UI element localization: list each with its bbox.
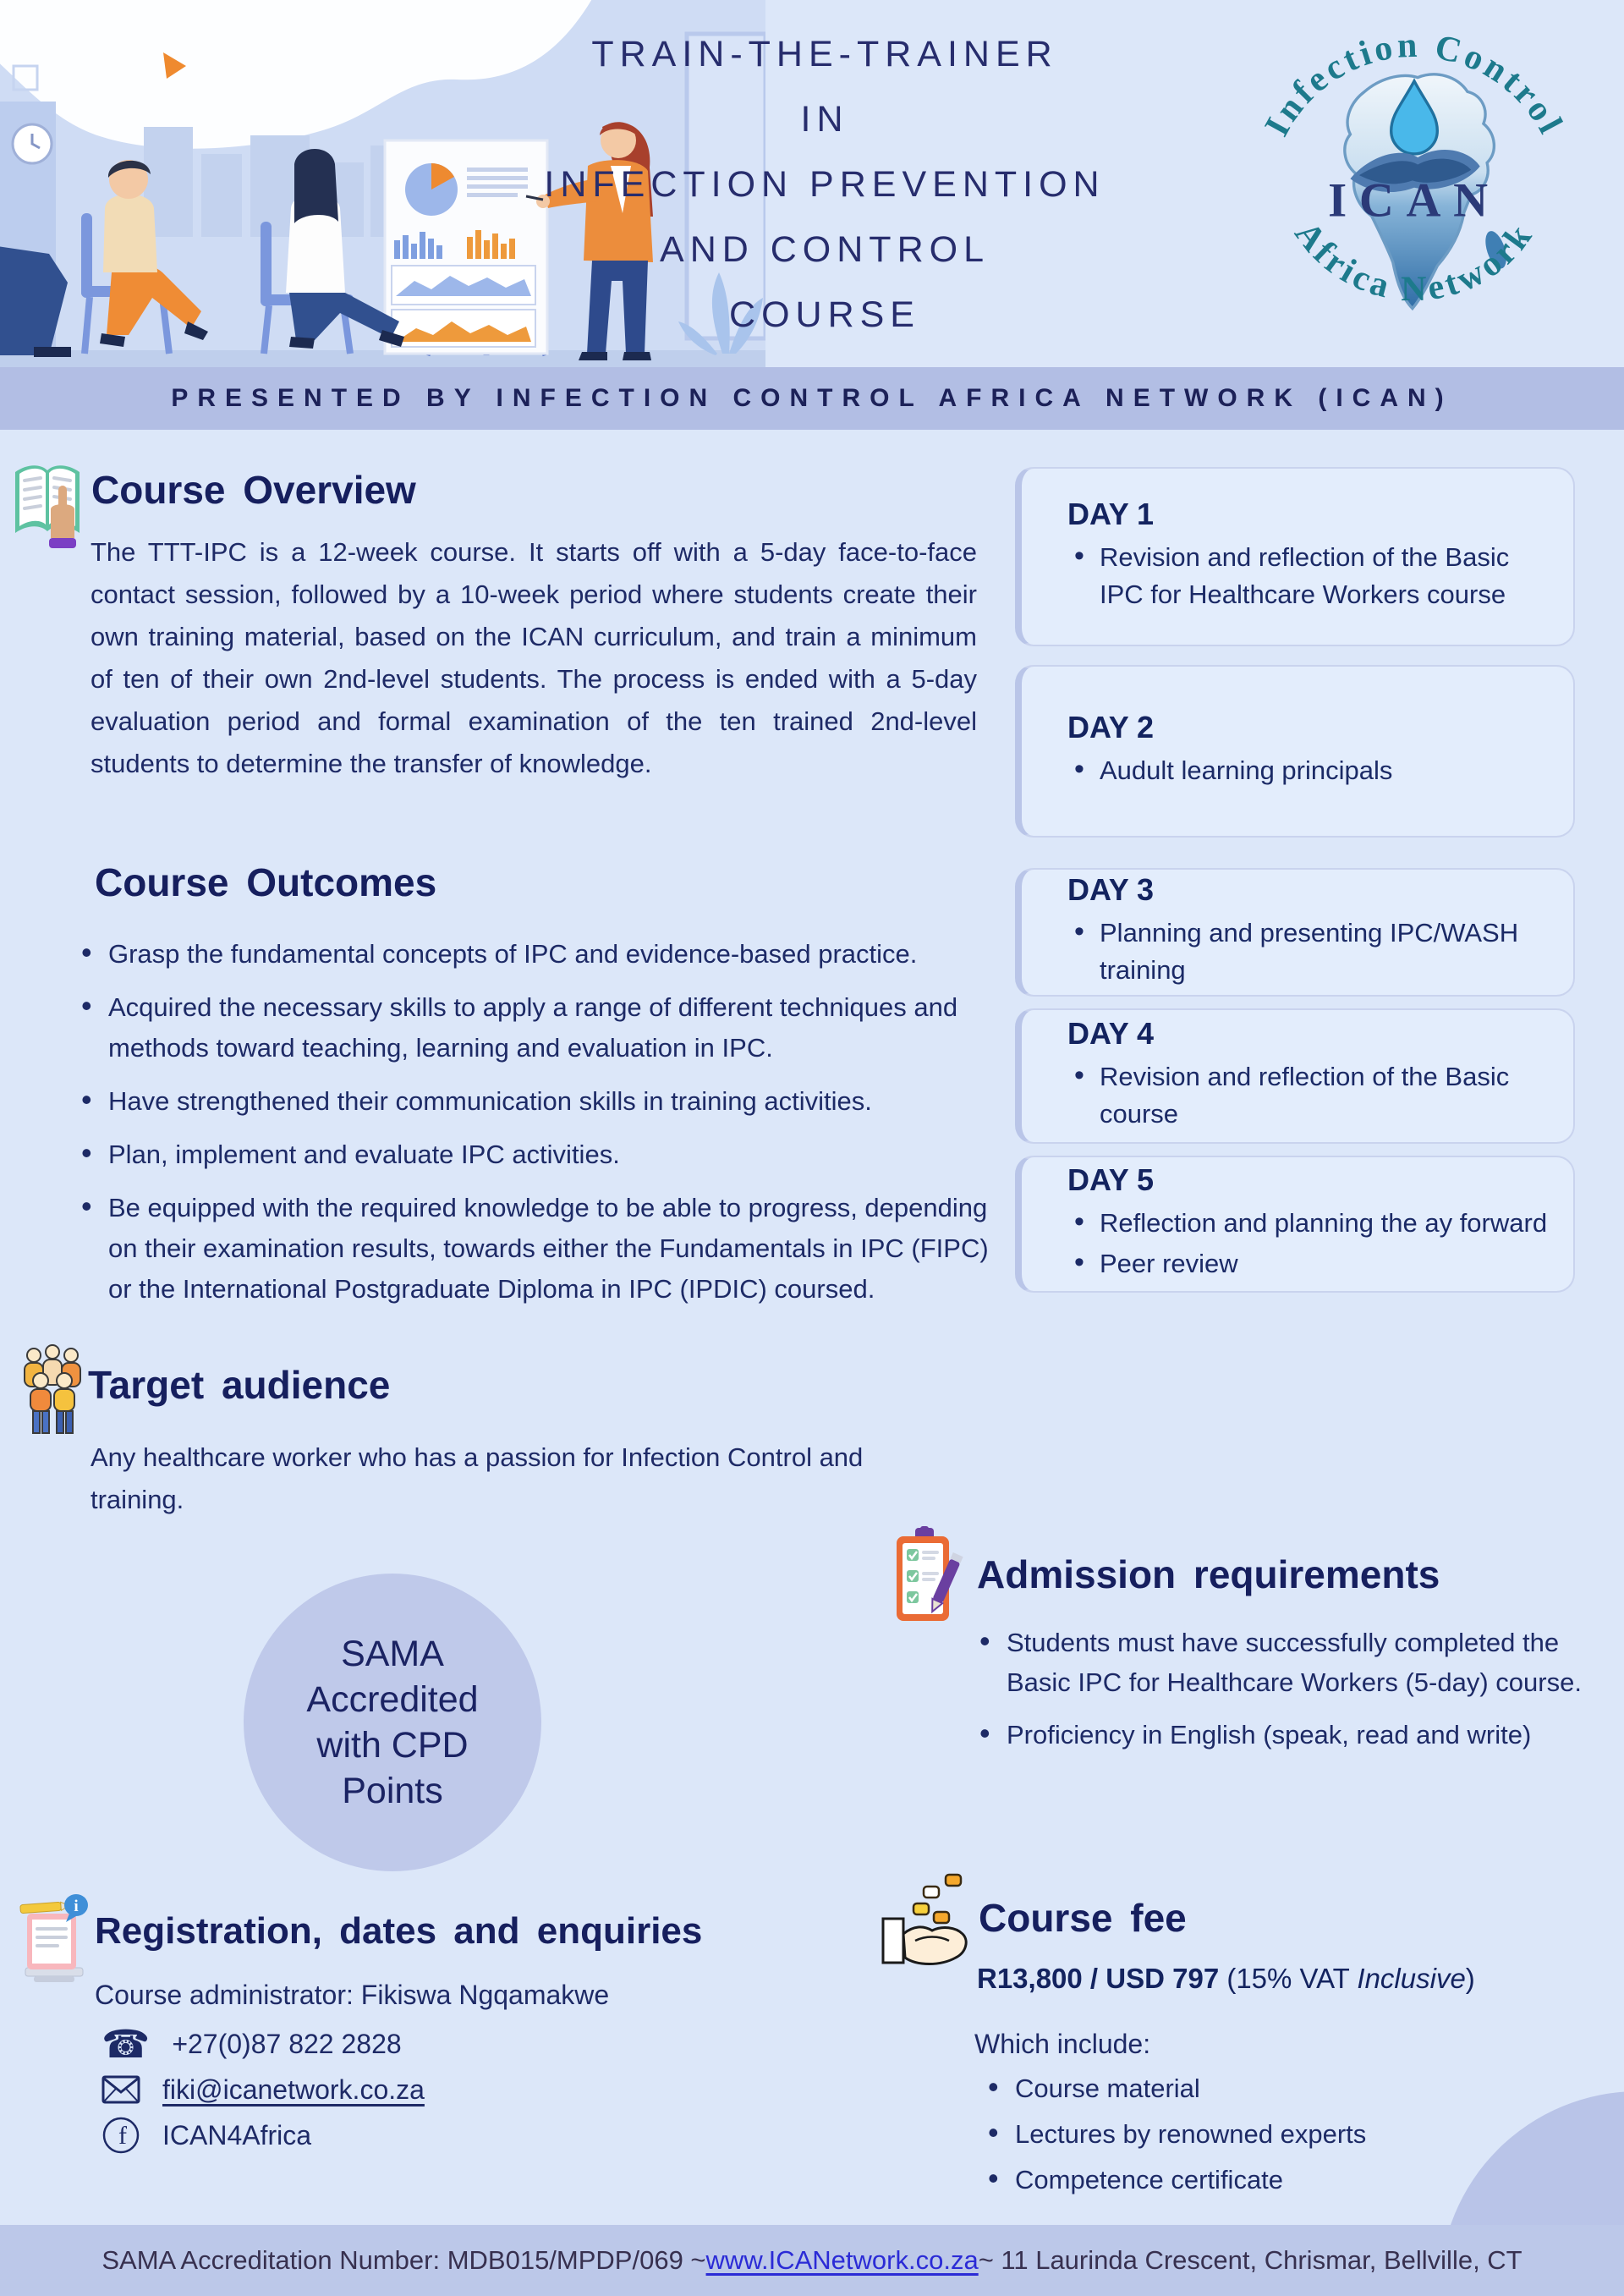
badge-line: SAMA — [341, 1634, 444, 1674]
target-audience-paragraph: Any healthcare worker who has a passion for Infection Control and training. — [91, 1442, 864, 1514]
list-item: • Lectures by renowned experts — [981, 2115, 1573, 2154]
badge-line: Accredited — [306, 1679, 479, 1720]
overview-heading: Course Overview — [91, 468, 416, 512]
fee-amount: R13,800 / USD 797 — [977, 1963, 1220, 1994]
day-bullet: • Planning and presenting IPC/WASH training — [1067, 915, 1550, 989]
logo-text-top: Infection Control — [1257, 25, 1572, 143]
footer-website-link[interactable]: www.ICANetwork.co.za — [705, 2245, 979, 2275]
open-book-icon — [10, 460, 85, 560]
badge-line: Points — [342, 1771, 443, 1811]
facebook-icon — [102, 2116, 140, 2155]
registration-heading: Registration, dates and enquiries — [95, 1910, 703, 1952]
footer-bar — [0, 2225, 1624, 2296]
day-label: DAY 4 — [1067, 1016, 1155, 1051]
admission-list — [973, 1623, 1594, 1767]
list-item: • Be equipped with the required knowledge to be able to progress, depending on their examination results, towards either the Fundamentals in IPC (FIPC) or the International Postgraduate Diploma in IPC (IPDIC) coursed. — [74, 1188, 998, 1310]
list-item: • Plan, implement and evaluate IPC activities. — [74, 1134, 998, 1175]
course-fee-heading: Course fee — [979, 1896, 1187, 1940]
day-1-card — [1015, 467, 1575, 646]
fee-vat: (15% VAT — [1219, 1963, 1358, 1994]
title-line: IN — [800, 99, 849, 140]
title-line: AND CONTROL — [660, 229, 990, 270]
outcomes-list — [74, 934, 998, 1322]
list-item: • Have strengthened their communication skills in training activities. — [74, 1081, 998, 1122]
day-5-card — [1015, 1156, 1575, 1293]
list-item: • Competence certificate — [981, 2161, 1573, 2200]
day-label: DAY 5 — [1067, 1162, 1155, 1197]
title-line: INFECTION PREVENTION — [544, 164, 1106, 205]
outcomes-heading: Course Outcomes — [95, 860, 437, 904]
people-group-icon — [17, 1342, 88, 1438]
sama-accreditation-badge — [244, 1574, 541, 1871]
presented-by-banner: PRESENTED BY INFECTION CONTROL AFRICA NETWORK (ICAN) — [0, 367, 1624, 430]
list-item: • Grasp the fundamental concepts of IPC and evidence-based practice. — [74, 934, 998, 975]
title-line: TRAIN-THE-TRAINER — [591, 34, 1058, 74]
logo-text-bottom: Africa Network — [1287, 214, 1542, 310]
wall-clock — [13, 124, 52, 163]
title-line: COURSE — [729, 294, 920, 335]
list-item: • Acquired the necessary skills to apply a range of different techniques and methods toward teaching, learning and evaluation in IPC. — [74, 987, 998, 1068]
facebook-row — [102, 2115, 744, 2156]
footer-address: ~ 11 Laurinda Crescent, Chrismar, Bellville, CT — [978, 2245, 1522, 2275]
logo-acronym: ICAN — [1328, 173, 1501, 228]
phone-icon: ☎ — [102, 2021, 151, 2067]
ican-logo — [1237, 14, 1592, 369]
day-bullet: • Audult learning principals — [1067, 752, 1550, 789]
phone-number: +27(0)87 822 2828 — [172, 2028, 402, 2059]
email-row — [102, 2069, 744, 2110]
clipboard-checklist-icon — [892, 1526, 964, 1624]
footer-accreditation: SAMA Accreditation Number: MDB015/MPDP/069 ~ — [102, 2245, 706, 2275]
day-bullet: • Reflection and planning the ay forward — [1067, 1205, 1550, 1242]
hand-coins-icon — [878, 1873, 988, 1975]
day-label: DAY 3 — [1067, 872, 1155, 907]
svg-text:i: i — [74, 1898, 79, 1915]
badge-line: with CPD — [316, 1725, 469, 1766]
course-fee-amount: R13,800 / USD 797 (15% VAT Inclusive) — [977, 1963, 1475, 1994]
day-label: DAY 2 — [1067, 710, 1155, 744]
admission-heading: Admission requirements — [977, 1552, 1440, 1596]
fee-include-label: Which include: — [974, 2029, 1151, 2059]
svg-text:f: f — [118, 2122, 127, 2150]
facebook-handle[interactable]: ICAN4Africa — [162, 2119, 312, 2150]
page-title — [457, 22, 1193, 348]
target-audience-heading: Target audience — [88, 1363, 391, 1407]
info-notepad-icon — [14, 1893, 95, 1988]
phone-row — [102, 2021, 744, 2067]
day-bullet: • Revision and reflection of the Basic course — [1067, 1058, 1550, 1133]
email-link[interactable]: fiki@icanetwork.co.za — [162, 2074, 425, 2105]
day-bullet: • Revision and reflection of the Basic IPC for Healthcare Workers course — [1067, 539, 1550, 613]
envelope-icon — [102, 2075, 140, 2104]
day-4-card — [1015, 1008, 1575, 1144]
overview-paragraph: The TTT-IPC is a 12-week course. It starts off with a 5-day face-to-face contact session, followed by a 10-week period where students create their own training material, based on the ICAN curriculum, and train a minimum of ten of their own 2nd-level students. The process is ended with a 5-day evaluation period and formal examination of the ten trained 2nd-level students to determine the transfer of knowledge. — [91, 537, 977, 778]
course-administrator: Course administrator: Fikiswa Ngqamakwe — [95, 1980, 610, 2010]
list-item: • Students must have successfully completed the Basic IPC for Healthcare Workers (5-day) course. — [973, 1623, 1594, 1702]
day-2-card — [1015, 665, 1575, 838]
fee-vat-inclusive: Inclusive — [1357, 1963, 1466, 1994]
list-item: • Course material — [981, 2069, 1573, 2108]
day-3-card — [1015, 868, 1575, 997]
list-item: • Proficiency in English (speak, read and write) — [973, 1715, 1594, 1755]
day-label: DAY 1 — [1067, 497, 1155, 531]
day-bullet: • Peer review — [1067, 1245, 1550, 1283]
